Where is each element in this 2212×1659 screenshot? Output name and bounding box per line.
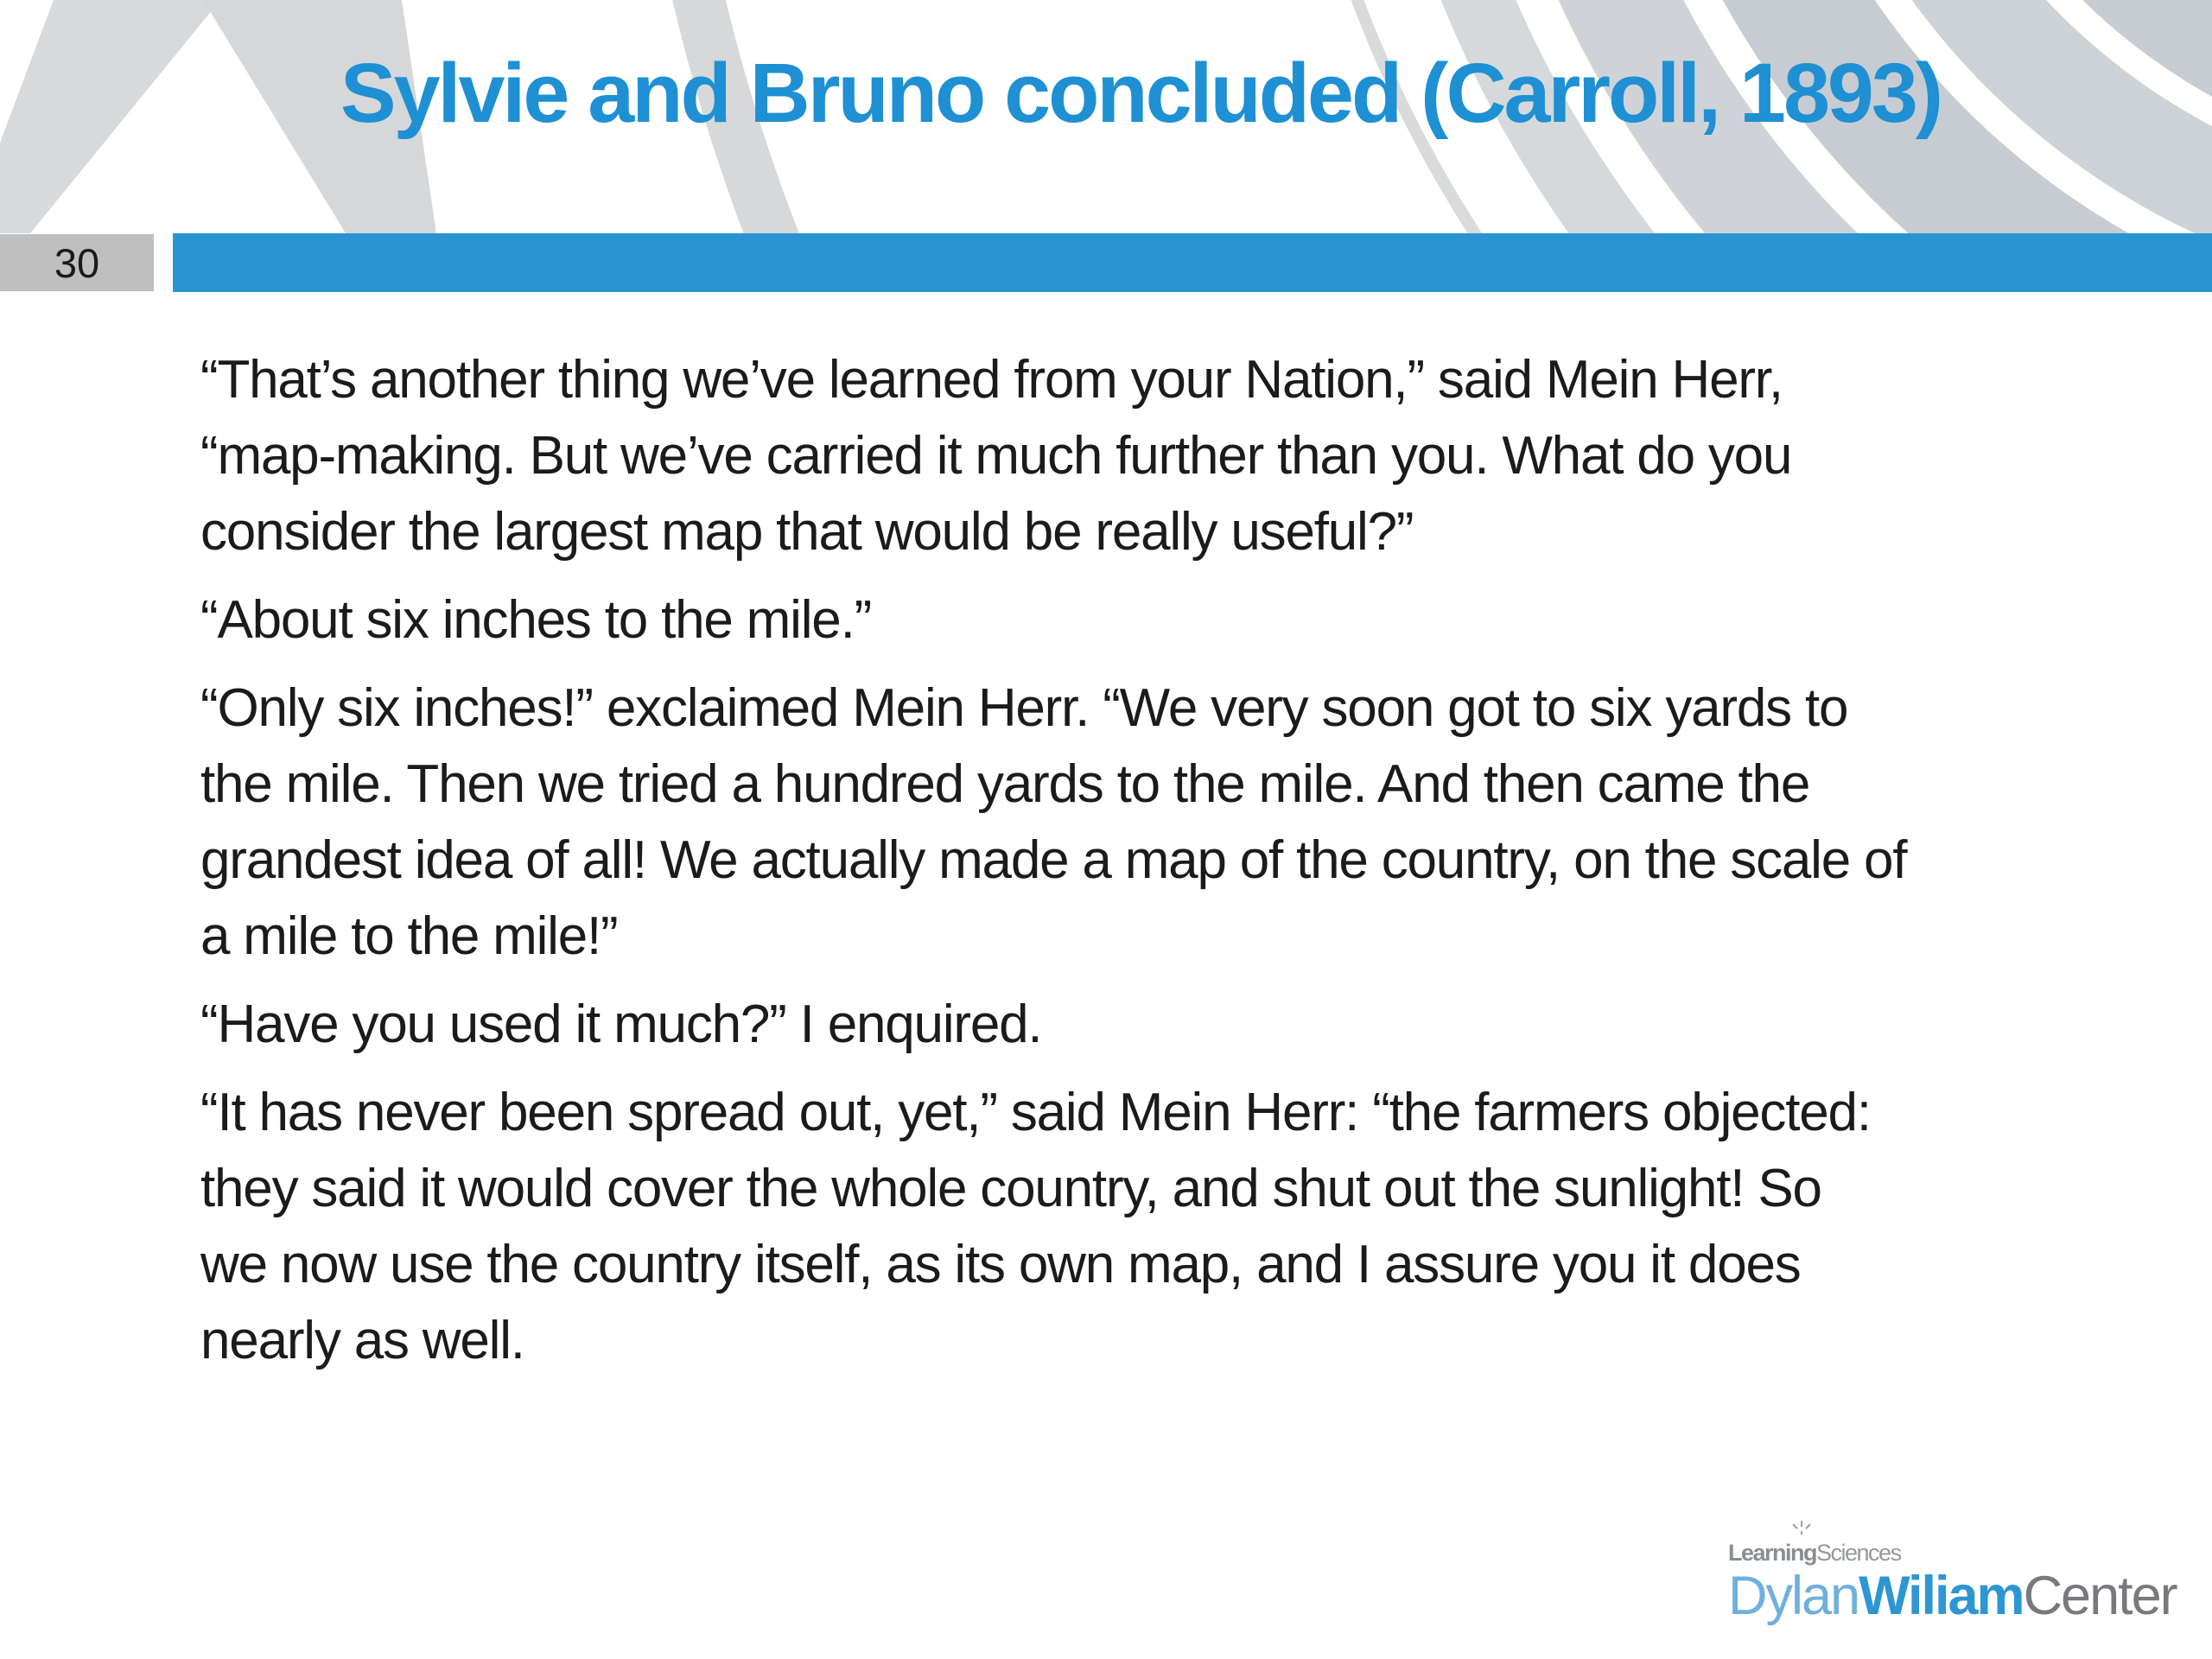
sparkle-icon xyxy=(1790,1521,1813,1541)
text-line: the mile. Then we tried a hundred yards to the mile. And then came the xyxy=(200,754,1810,814)
page-title: Sylvie and Bruno concluded (Carroll, 1893) xyxy=(340,46,1942,140)
text-line: “map-making. But we’ve carried it much further than you. What do you xyxy=(200,426,1792,486)
logo-learning-text: Learning xyxy=(1728,1540,1817,1566)
quote-paragraph xyxy=(200,582,2136,658)
text-line: “That’s another thing we’ve learned from your Nation,” said Mein Herr, xyxy=(200,350,1783,410)
text-line: “It has never been spread out, yet,” said Mein Herr: “the farmers objected: xyxy=(200,1083,1871,1142)
logo-dylan-text: Dylan xyxy=(1728,1566,1859,1626)
quote-paragraph xyxy=(200,342,2136,570)
text-line: “Only six inches!” exclaimed Mein Herr. “We very soon got to six yards to xyxy=(200,678,1848,738)
dylan-wiliam-wordmark xyxy=(1728,1566,2177,1626)
body-text xyxy=(200,342,2136,1391)
text-line: we now use the country itself, as its own map, and I assure you it does xyxy=(200,1235,1801,1294)
slide-number: 30 xyxy=(54,239,100,286)
slide-number-badge xyxy=(0,234,154,291)
text-line: a mile to the mile!” xyxy=(200,906,618,966)
header-bar xyxy=(173,233,2212,292)
text-line: “Have you used it much?” I enquired. xyxy=(200,995,1042,1054)
text-line: consider the largest map that would be really useful?” xyxy=(200,502,1414,562)
text-line: nearly as well. xyxy=(200,1311,524,1370)
text-line: “About six inches to the mile.” xyxy=(200,590,872,650)
dylan-wiliam-center-logo xyxy=(1728,1540,2177,1626)
learning-sciences-wordmark xyxy=(1728,1540,2177,1566)
logo-sciences-text: Sciences xyxy=(1816,1540,1901,1566)
quote-paragraph xyxy=(200,987,2136,1063)
quote-paragraph xyxy=(200,1075,2136,1379)
text-line: they said it would cover the whole country, and shut out the sunlight! So xyxy=(200,1159,1821,1218)
quote-paragraph xyxy=(200,671,2136,975)
text-line: grandest idea of all! We actually made a map of the country, on the scale of xyxy=(200,830,1907,890)
logo-center-text: Center xyxy=(2023,1566,2177,1626)
logo-wiliam-text: Wiliam xyxy=(1859,1566,2024,1626)
